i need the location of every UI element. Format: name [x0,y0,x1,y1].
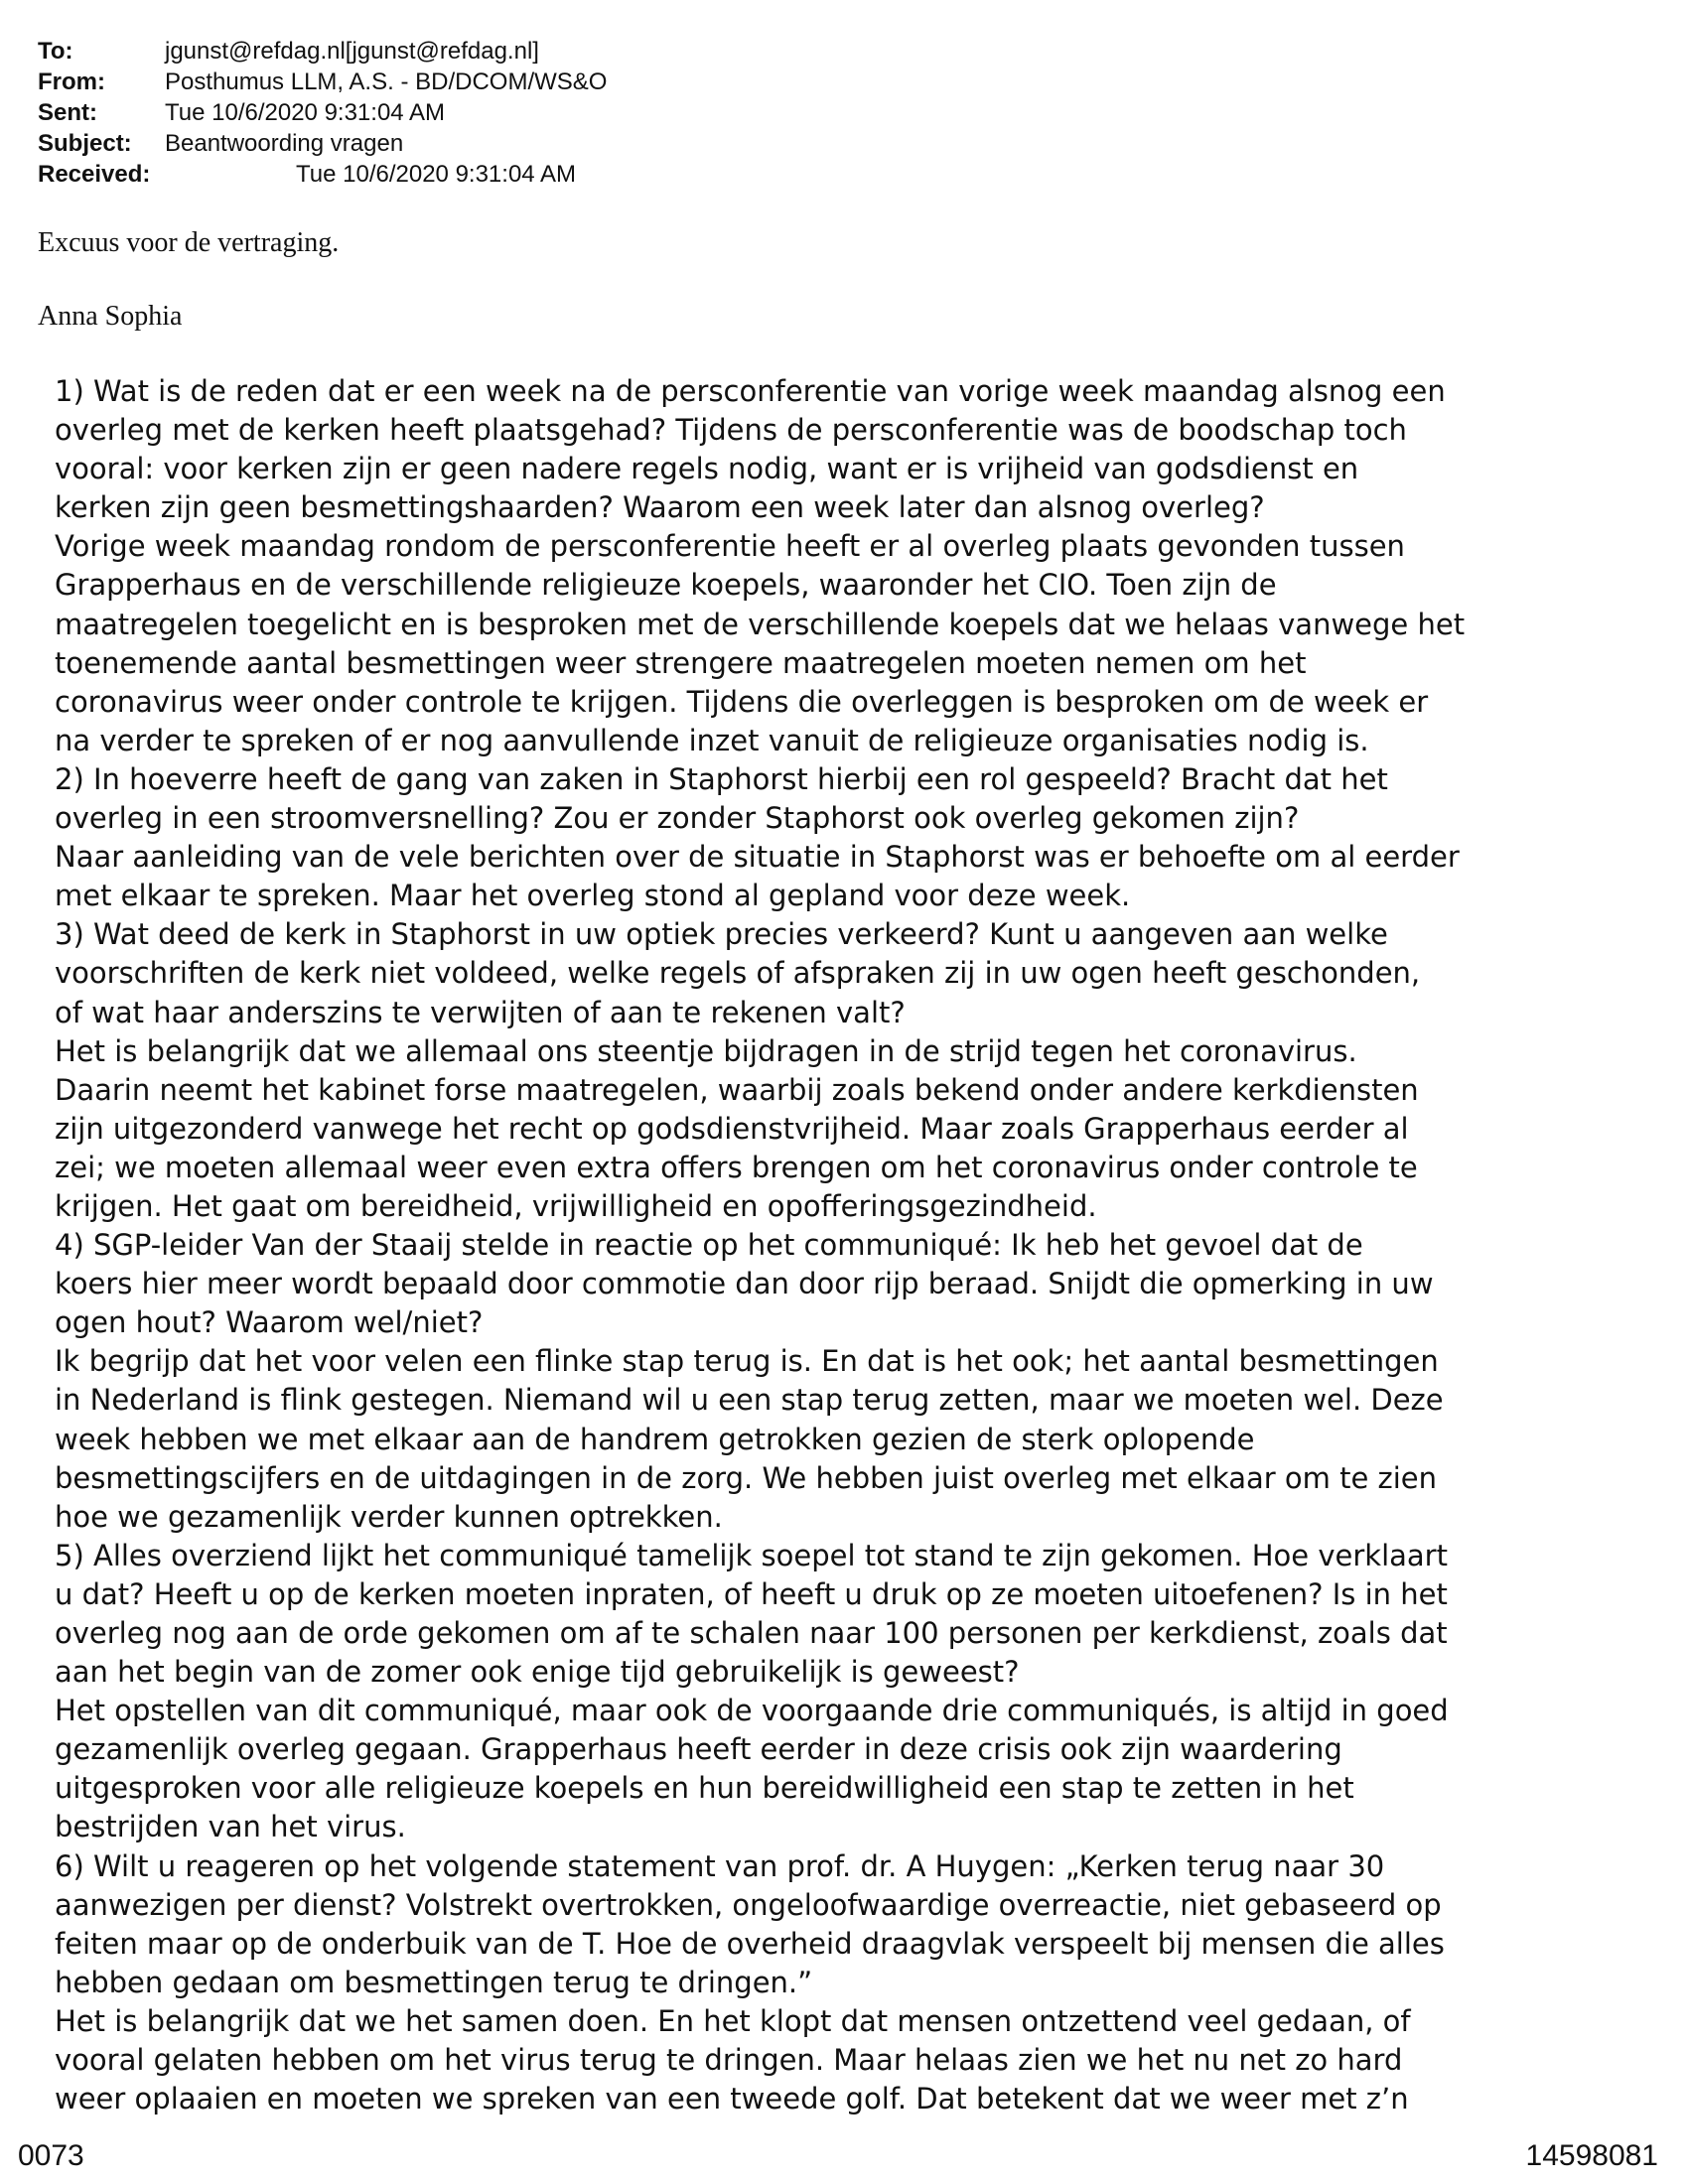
body-line: zei; we moeten allemaal weer even extra offers brengen om het coronavirus onder controle te [55,1150,1418,1184]
received-label: Received: [38,161,151,188]
body-line: coronavirus weer onder controle te krijgen. Tijdens die overleggen is besproken om de week er [55,684,1429,719]
body-line: overleg met de kerken heeft plaatsgehad? Tijdens de persconferentie was de boodschap toch [55,413,1407,448]
received-value: Tue 10/6/2020 9:31:04 AM [296,161,576,188]
body-line: maatregelen toegelicht en is besproken met de verschillende koepels dat we helaas vanwege het [55,607,1466,641]
body-line: vooral gelaten hebben om het virus terug te dringen. Maar helaas zien we het nu net zo hard [55,2043,1403,2078]
body-line: Grapperhaus en de verschillende religieuze koepels, waaronder het CIO. Toen zijn de [55,568,1277,603]
body-line: vooral: voor kerken zijn er geen nadere regels nodig, want er is vrijheid van godsdienst en [55,452,1359,486]
body-line: feiten maar op de onderbuik van de T. Hoe de overheid draagvlak verspeelt bij mensen die alles [55,1926,1445,1961]
body-line: overleg nog aan de orde gekomen om af te schalen naar 100 personen per kerkdienst, zoals dat [55,1616,1448,1650]
body-line: na verder te spreken of er nog aanvullende inzet vanuit de religieuze organisaties nodig is. [55,723,1369,757]
body-line: u dat? Heeft u op de kerken moeten inpraten, of heeft u druk op ze moeten uitoefenen? Is in het [55,1576,1448,1611]
body-line: kerken zijn geen besmettingshaarden? Waarom een week later dan alsnog overleg? [55,490,1265,525]
body-line: met elkaar te spreken. Maar het overleg stond al gepland voor deze week. [55,879,1131,913]
sent-value: Tue 10/6/2020 9:31:04 AM [165,99,445,126]
body-line: overleg in een stroomversnelling? Zou er zonder Staphorst ook overleg gekomen zijn? [55,801,1300,836]
from-label: From: [38,68,105,95]
to-label: To: [38,38,73,65]
body-line: in Nederland is flink gestegen. Niemand wil u een stap terug zetten, maar we moeten wel. Deze [55,1383,1444,1418]
body-line: uitgesproken voor alle religieuze koepels en hun bereidwilligheid een stap te zetten in het [55,1771,1354,1806]
body-line: Naar aanleiding van de vele berichten over de situatie in Staphorst was er behoefte om al eerder [55,840,1460,875]
body-line: Daarin neemt het kabinet forse maatregelen, waarbij zoals bekend onder andere kerkdiensten [55,1072,1419,1107]
body-line: bestrijden van het virus. [55,1810,406,1844]
intro-text: Excuus voor de vertraging. [38,227,340,258]
body-line: Vorige week maandag rondom de persconferentie heeft er al overleg plaats gevonden tussen [55,529,1405,564]
signature: Anna Sophia [38,301,183,332]
body-line: weer oplaaien en moeten we spreken van een tweede golf. Dat betekent dat we weer met z’n [55,2082,1409,2116]
body-line: week hebben we met elkaar aan de handrem getrokken gezien de sterk oplopende [55,1422,1255,1456]
subject-value: Beantwoording vragen [165,130,404,157]
sent-label: Sent: [38,99,97,126]
body-line: ogen hout? Waarom wel/niet? [55,1305,484,1340]
document-number: 14598081 [1525,2139,1658,2172]
body-line: toenemende aantal besmettingen weer strengere maatregelen moeten nemen om het [55,645,1307,680]
body-line: 4) SGP-leider Van der Staaij stelde in reactie op het communiqué: Ik heb het gevoel dat de [55,1228,1363,1263]
body-line: hoe we gezamenlijk verder kunnen optrekken. [55,1499,723,1534]
body-line: krijgen. Het gaat om bereidheid, vrijwilligheid en opofferingsgezindheid. [55,1188,1097,1223]
body-line: of wat haar anderszins te verwijten of aan te rekenen valt? [55,995,906,1029]
page-code: 0073 [18,2139,84,2172]
to-value: jgunst@refdag.nl[jgunst@refdag.nl] [165,38,539,65]
body-line: voorschriften de kerk niet voldeed, welke regels of afspraken zij in uw ogen heeft geschonden, [55,956,1421,991]
body-line: zijn uitgezonderd vanwege het recht op godsdienstvrijheid. Maar zoals Grapperhaus eerder al [55,1111,1409,1146]
from-value: Posthumus LLM, A.S. - BD/DCOM/WS&O [165,68,608,95]
body-line: koers hier meer wordt bepaald door commotie dan door rijp beraad. Snijdt die opmerking in uw [55,1267,1434,1301]
body-line: aanwezigen per dienst? Volstrekt overtrokken, ongeloofwaardige overreactie, niet gebaseerd op [55,1887,1442,1922]
email-body [55,372,1653,2118]
body-line: 5) Alles overziend lijkt het communiqué tamelijk soepel tot stand te zijn gekomen. Hoe verklaart [55,1538,1448,1572]
body-line: gezamenlijk overleg gegaan. Grapperhaus heeft eerder in deze crisis ook zijn waardering [55,1732,1342,1767]
body-line: hebben gedaan om besmettingen terug te dringen.” [55,1965,813,1999]
body-line: Het opstellen van dit communiqué, maar ook de voorgaande drie communiqués, is altijd in goed [55,1694,1449,1728]
body-line: 2) In hoeverre heeft de gang van zaken in Staphorst hierbij een rol gespeeld? Bracht dat het [55,761,1388,796]
body-line: aan het begin van de zomer ook enige tijd gebruikelijk is geweest? [55,1655,1020,1690]
body-line: 3) Wat deed de kerk in Staphorst in uw optiek precies verkeerd? Kunt u aangeven aan welke [55,917,1388,952]
body-line: Het is belangrijk dat we allemaal ons steentje bijdragen in de strijd tegen het coronavirus. [55,1033,1357,1068]
body-line: 1) Wat is de reden dat er een week na de persconferentie van vorige week maandag alsnog een [55,374,1446,408]
subject-label: Subject: [38,130,132,157]
body-line: Ik begrijp dat het voor velen een flinke stap terug is. En dat is het ook; het aantal besmettingen [55,1344,1439,1379]
body-line: Het is belangrijk dat we het samen doen. En het klopt dat mensen ontzettend veel gedaan, of [55,2003,1411,2038]
body-line: 6) Wilt u reageren op het volgende statement van prof. dr. A Huygen: „Kerken terug naar 30 [55,1848,1385,1883]
body-line: besmettingscijfers en de uitdagingen in de zorg. We hebben juist overleg met elkaar om te zien [55,1460,1438,1495]
